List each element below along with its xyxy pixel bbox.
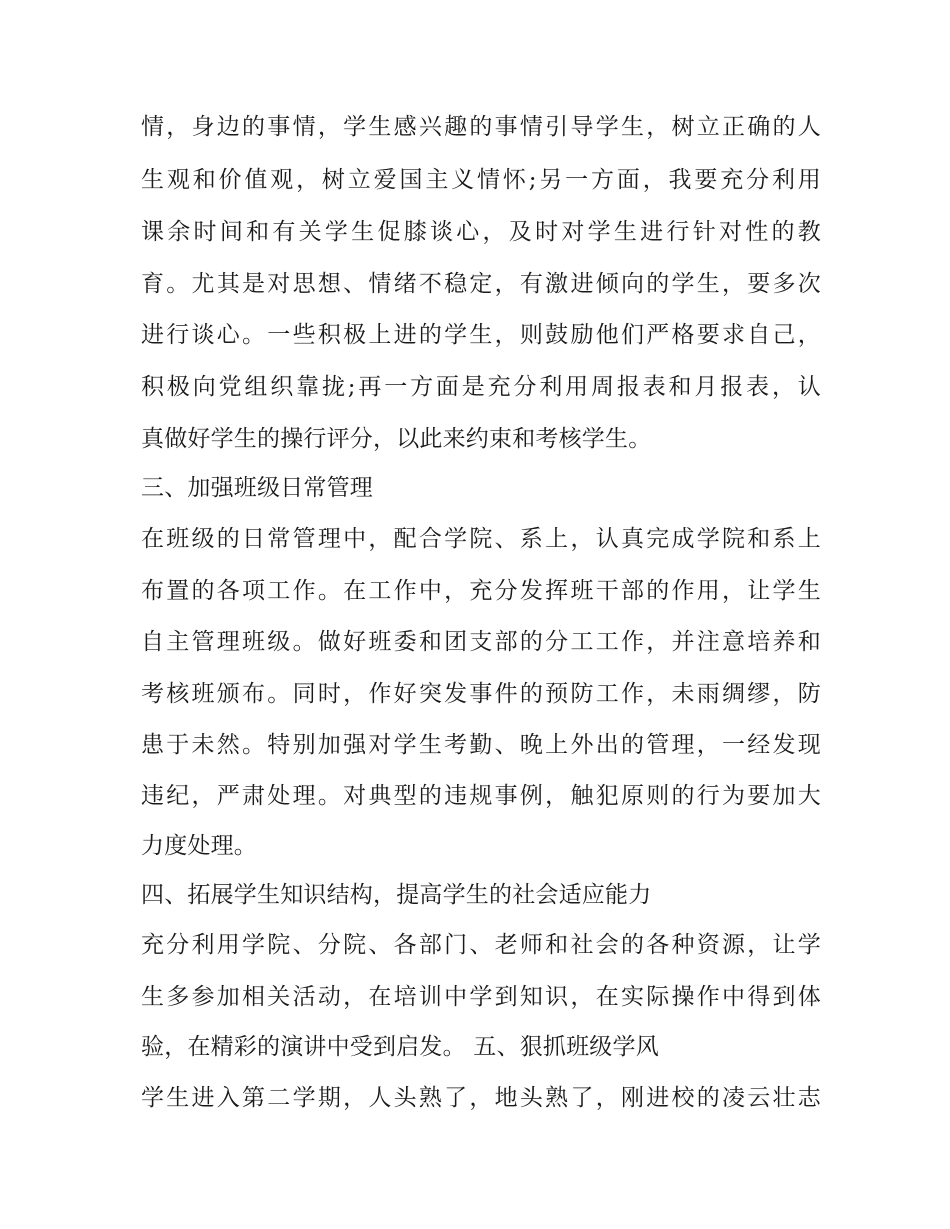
text-line: 学生进入第二学期，人头熟了，地头熟了，刚进校的凌云壮志 (141, 1085, 821, 1111)
text-line: 生观和价值观，树立爱国主义情怀;另一方面，我要充分利用 (141, 167, 821, 193)
text-line: 力度处理。 (141, 833, 257, 859)
text-line: 布置的各项工作。在工作中，充分发挥班干部的作用，让学生 (141, 578, 821, 604)
text-line: 进行谈心。一些积极上进的学生，则鼓励他们严格要求自己， (141, 322, 821, 348)
text-line: 真做好学生的操行评分，以此来约束和考核学生。 (141, 426, 652, 452)
text-line: 考核班颁布。同时，作好突发事件的预防工作，未雨绸缪，防 (141, 681, 821, 707)
text-line: 患于未然。特别加强对学生考勤、晚上外出的管理，一经发现 (141, 732, 821, 758)
text-line: 在班级的日常管理中，配合学院、系上，认真完成学院和系上 (141, 526, 821, 552)
text-line: 验，在精彩的演讲中受到启发。 五、狠抓班级学风 (141, 1034, 659, 1060)
text-line: 课余时间和有关学生促膝谈心，及时对学生进行针对性的教 (141, 219, 821, 245)
text-line: 育。尤其是对思想、情绪不稳定，有激进倾向的学生，要多次 (141, 271, 821, 297)
text-line: 自主管理班级。做好班委和团支部的分工工作，并注意培养和 (141, 629, 821, 655)
section-heading: 三、加强班级日常管理 (141, 475, 373, 501)
text-line: 生多参加相关活动，在培训中学到知识，在实际操作中得到体 (141, 984, 821, 1010)
text-line: 情，身边的事情，学生感兴趣的事情引导学生，树立正确的人 (141, 114, 821, 140)
section-heading: 四、拓展学生知识结构，提高学生的社会适应能力 (141, 882, 652, 908)
text-line: 充分利用学院、分院、各部门、老师和社会的各种资源，让学 (141, 932, 821, 958)
text-line: 违纪，严肃处理。对典型的违规事例，触犯原则的行为要加大 (141, 783, 821, 809)
text-line: 积极向党组织靠拢;再一方面是充分利用周报表和月报表，认 (141, 374, 821, 400)
